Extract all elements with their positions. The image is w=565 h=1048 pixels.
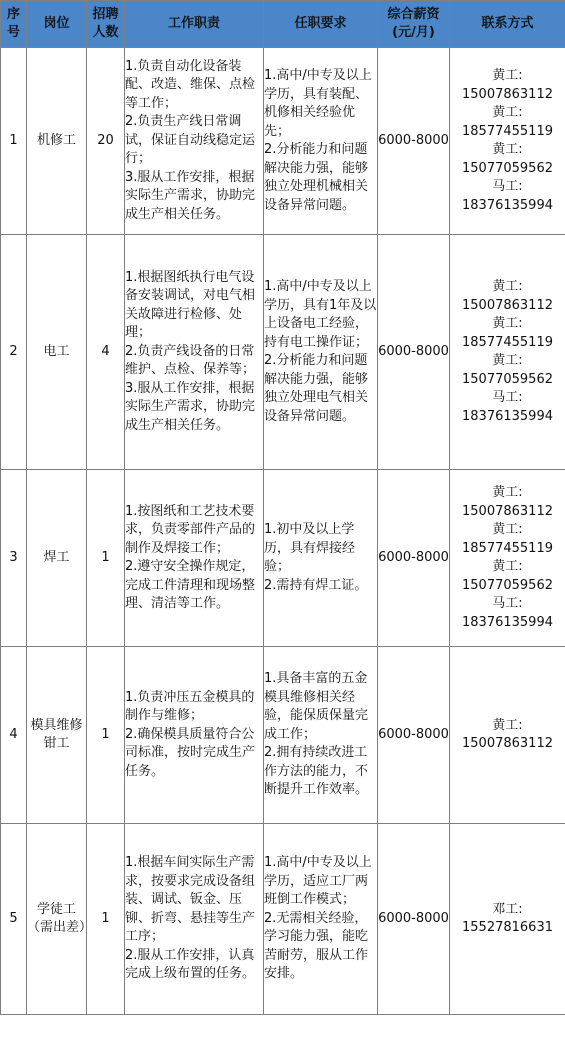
cell-salary: 6000-8000: [378, 647, 450, 824]
cell-seq: 5: [1, 824, 27, 1015]
cell-requirements: 1.具备丰富的五金模具维修相关经验，能保质保量完成工作； 2.拥有持续改进工作方法的能力，不断提升工作效率。: [264, 647, 378, 824]
table-row: [1, 647, 565, 824]
contact-name: 黄工:: [492, 717, 523, 733]
contact-phone: 18577455119: [462, 334, 553, 350]
contact-name: 黄工:: [492, 316, 523, 331]
contact-name: 黄工:: [492, 279, 523, 294]
cell-contact: [450, 470, 565, 647]
contact-phone: 18376135994: [462, 614, 553, 630]
cell-count: 20: [87, 48, 125, 235]
contact-name: 马工:: [492, 596, 523, 611]
contact-name: 马工:: [492, 390, 523, 405]
cell-count: 1: [87, 647, 125, 824]
cell-contact: [450, 235, 565, 470]
header-position: 岗位: [27, 1, 87, 48]
header-salary-line2: (元/月): [392, 25, 435, 40]
table-row: [1, 48, 565, 235]
cell-contact: [450, 48, 565, 235]
cell-salary: 6000-8000: [378, 470, 450, 647]
cell-seq: 4: [1, 647, 27, 824]
cell-position: 模具维修钳工: [27, 647, 87, 824]
cell-contact: [450, 647, 565, 824]
contact-name: 黄工:: [492, 485, 523, 500]
cell-duties: 1.按图纸和工艺技术要求，负责零部件产品的制作及焊接工作； 2.遵守安全操作规定，完成工件清理和现场整理、清洁等工作。: [125, 470, 264, 647]
contact-name: 黄工:: [492, 353, 523, 368]
contact-phone: 15527816631: [462, 920, 553, 935]
cell-salary: 6000-8000: [378, 235, 450, 470]
contact-phone: 15007863112: [462, 297, 553, 313]
cell-count: 1: [87, 470, 125, 647]
cell-requirements: 1.高中/中专及以上学历，适应工厂两班倒工作模式； 2.无需相关经验，学习能力强，能吃苦耐劳，服从工作安排。: [264, 824, 378, 1015]
contact-phone: 15007863112: [462, 86, 553, 102]
cell-count: 4: [87, 235, 125, 470]
cell-seq: 1: [1, 48, 27, 235]
header-requirements: 任职要求: [264, 1, 378, 48]
contact-phone: 15007863112: [462, 736, 553, 751]
contact-phone: 15007863112: [462, 503, 553, 519]
header-contact: 联系方式: [450, 1, 565, 48]
cell-position: 焊工: [27, 470, 87, 647]
header-count: 招聘人数: [87, 1, 125, 48]
contact-phone: 18577455119: [462, 123, 553, 139]
cell-seq: 3: [1, 470, 27, 647]
contact-phone: 15077059562: [462, 160, 553, 176]
table-row: [1, 470, 565, 647]
cell-requirements: 1.高中/中专及以上学历，具有1年及以上设备电工经验，持有电工操作证； 2.分析能力和问题解决能力强，能够独立处理电气相关设备异常问题。: [264, 235, 378, 470]
cell-position: 学徒工（需出差）: [27, 824, 87, 1015]
table-header-row: [1, 1, 565, 48]
contact-phone: 18376135994: [462, 408, 553, 424]
header-seq: 序号: [1, 1, 27, 48]
table-row: [1, 824, 565, 1015]
cell-duties: 1.根据图纸执行电气设备安装调试，对电气相关故障进行检修、处理； 2.负责产线设备的日常维护、点检、保养等； 3.服从工作安排，根据实际生产需求，协助完成生产相关任务。: [125, 235, 264, 470]
contact-name: 黄工:: [492, 559, 523, 574]
contact-phone: 18376135994: [462, 197, 553, 213]
cell-requirements: 1.高中/中专及以上学历，具有装配、机修相关经验优先； 2.分析能力和问题解决能力强，能够独立处理机械相关设备异常问题。: [264, 48, 378, 235]
contact-name: 黄工:: [492, 68, 523, 83]
cell-salary: 6000-8000: [378, 48, 450, 235]
header-salary: [378, 1, 450, 48]
contact-name: 黄工:: [492, 142, 523, 157]
cell-count: 1: [87, 824, 125, 1015]
cell-duties: 1.负责自动化设备装配、改造、维保、点检等工作； 2.负责生产线日常调试，保证自动线稳定运行； 3.服从工作安排，根据实际生产需求，协助完成生产相关任务。: [125, 48, 264, 235]
cell-duties: 1.根据车间实际生产需求，按要求完成设备组装、调试、钣金、压铆、折弯、悬挂等生产工序； 2.服从工作安排，认真完成上级布置的任务。: [125, 824, 264, 1015]
contact-phone: 15077059562: [462, 577, 553, 593]
contact-phone: 18577455119: [462, 540, 553, 556]
cell-seq: 2: [1, 235, 27, 470]
contact-name: 邓工:: [492, 901, 523, 917]
cell-salary: 6000-8000: [378, 824, 450, 1015]
contact-name: 马工:: [492, 179, 523, 194]
cell-position: 机修工: [27, 48, 87, 235]
table-row: [1, 235, 565, 470]
contact-name: 黄工:: [492, 522, 523, 537]
cell-position: 电工: [27, 235, 87, 470]
contact-phone: 15077059562: [462, 371, 553, 387]
cell-contact: [450, 824, 565, 1015]
header-salary-line1: 综合薪资: [387, 6, 440, 22]
cell-requirements: 1.初中及以上学历，具有焊接经验； 2.需持有焊工证。: [264, 470, 378, 647]
cell-duties: 1.负责冲压五金模具的制作与维修； 2.确保模具质量符合公司标准，按时完成生产任务。: [125, 647, 264, 824]
header-duties: 工作职责: [125, 1, 264, 48]
contact-name: 黄工:: [492, 105, 523, 120]
